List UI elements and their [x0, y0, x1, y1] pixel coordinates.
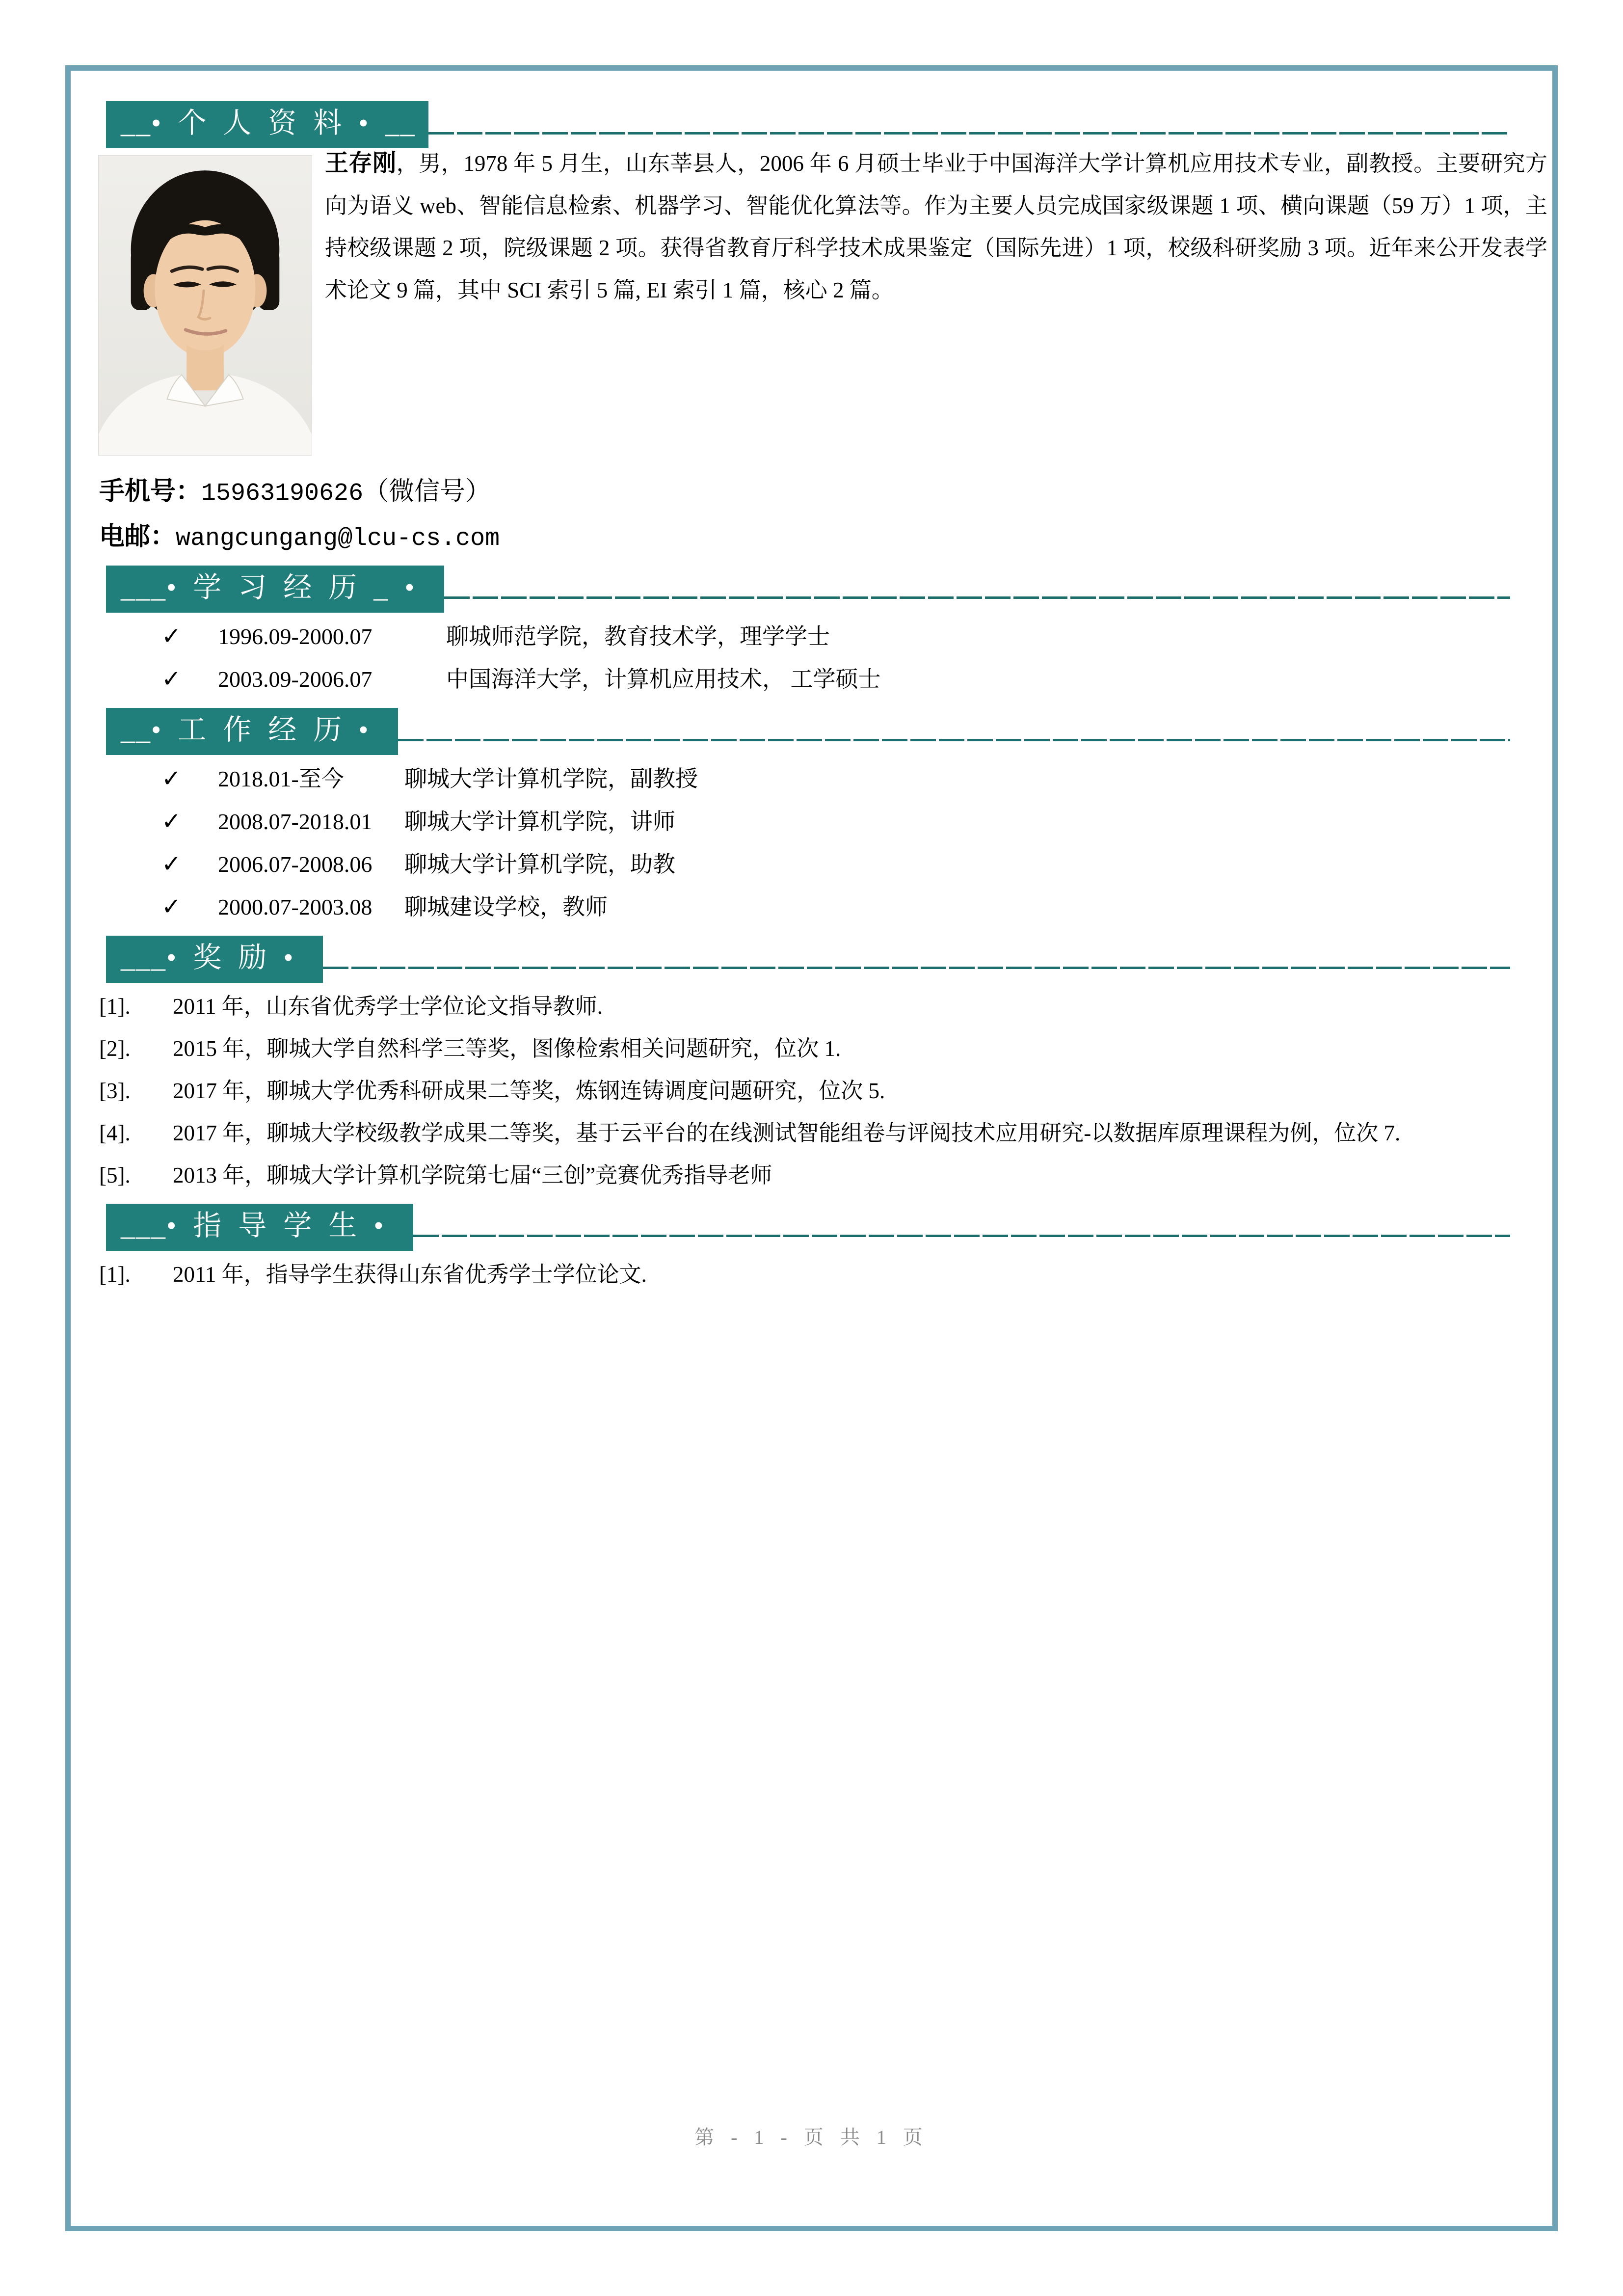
- header-rule: [428, 132, 1510, 135]
- work-list: [71, 765, 1552, 921]
- header-rule: [398, 739, 1510, 741]
- students-header-bar: [106, 1204, 413, 1251]
- email-value: wangcungang@lcu-cs.com: [176, 525, 500, 553]
- header-rule: [413, 1235, 1510, 1237]
- section-header-education: [106, 566, 1552, 613]
- award-index: [2].: [99, 1036, 131, 1061]
- students-header-title: •指导学生•: [166, 1210, 400, 1242]
- education-period: 2003.09-2006.07: [218, 667, 372, 692]
- work-period: 2000.07-2003.08: [218, 894, 372, 919]
- award-text: 2015 年，聊城大学自然科学三等奖，图像检索相关问题研究，位次 1.: [173, 1036, 841, 1061]
- award-index: [4].: [99, 1121, 131, 1145]
- header-underscore-prefix: ___: [121, 1210, 166, 1242]
- students-list: [71, 1261, 1552, 1288]
- header-rule: [444, 596, 1510, 599]
- education-header-bar: [106, 566, 444, 613]
- header-rule: [323, 967, 1510, 969]
- header-underscore-prefix: __: [121, 107, 151, 139]
- work-header-bar: [106, 708, 398, 755]
- header-underscore-prefix: ___: [121, 571, 166, 603]
- education-list: [71, 622, 1552, 693]
- awards-header-title: •奖励•: [166, 942, 310, 973]
- phone-value: 15963190626: [201, 480, 364, 508]
- intro-paragraph: [325, 142, 1547, 456]
- education-header-title: •学习经历_•: [166, 571, 431, 603]
- phone-row: [99, 470, 1552, 515]
- award-item: [71, 993, 1552, 1020]
- education-row: [71, 665, 1552, 693]
- award-text: 2017 年，聊城大学优秀科研成果二等奖，炼钢连铸调度问题研究，位次 5.: [173, 1079, 885, 1103]
- work-detail: 聊城大学计算机学院，助教: [404, 852, 675, 877]
- student-text: 2011 年，指导学生获得山东省优秀学士学位论文.: [173, 1262, 647, 1287]
- email-row: [99, 515, 1552, 561]
- education-period: 1996.09-2000.07: [218, 624, 372, 649]
- contact-block: [99, 470, 1552, 561]
- award-text: 2013 年，聊城大学计算机学院第七届“三创”竞赛优秀指导老师: [173, 1163, 772, 1188]
- awards-list: [71, 993, 1552, 1189]
- student-index: [1].: [99, 1262, 131, 1287]
- checkmark-icon: ✓: [161, 893, 182, 920]
- header-underscore-prefix: __: [121, 714, 151, 746]
- award-index: [3].: [99, 1079, 131, 1103]
- phone-note: （微信号）: [363, 478, 491, 506]
- portrait-photo: [98, 155, 312, 456]
- email-label: 电邮：: [99, 523, 176, 551]
- portrait-photo-illustration: [99, 156, 312, 455]
- work-detail: 聊城建设学校，教师: [404, 894, 608, 919]
- award-item: [71, 1119, 1552, 1147]
- checkmark-icon: ✓: [161, 850, 182, 878]
- work-detail: 聊城大学计算机学院，讲师: [404, 809, 675, 834]
- profile-header-title: •个人资料•: [151, 107, 385, 139]
- intro-text: ，男，1978 年 5 月生，山东莘县人，2006 年 6 月硕士毕业于中国海洋大学计算机应用技术专业，副教授。主要研究方向为语义 web、智能信息检索、机器学习、智能优化算法等。作为主要人员完成国家级课题 1 项、横向课题（59 万）1 项，主持校级课题 2 项，院级课题 2 项。获得省教育厅科学技术成果鉴定（国际先进）1 项，校级科研奖励 3 项。近年来公开发表学术论文 9 篇，其中 SCI 索引 5 篇, EI 索引 1 篇，核心 2 篇。: [325, 151, 1547, 302]
- awards-header-bar: [106, 936, 323, 983]
- award-item: [71, 1035, 1552, 1062]
- education-detail: 中国海洋大学，计算机应用技术， 工学硕士: [446, 667, 881, 692]
- section-header-awards: [106, 936, 1552, 983]
- section-header-students: [106, 1204, 1552, 1251]
- header-underscore-prefix: ___: [121, 942, 166, 973]
- award-index: [5].: [99, 1163, 131, 1188]
- profile-header-bar: [106, 101, 428, 148]
- work-row: [71, 765, 1552, 793]
- award-text: 2017 年，聊城大学校级教学成果二等奖，基于云平台的在线测试智能组卷与评阅技术应用研究-以数据库原理课程为例，位次 7.: [173, 1121, 1401, 1145]
- work-header-title: •工作经历•: [151, 714, 385, 746]
- section-header-profile: [106, 101, 1552, 148]
- award-item: [71, 1162, 1552, 1189]
- work-period: 2018.01-至今: [218, 766, 344, 791]
- work-row: [71, 850, 1552, 878]
- profile-row: [71, 150, 1552, 456]
- section-header-work: [106, 708, 1552, 755]
- checkmark-icon: ✓: [161, 808, 182, 835]
- student-item: [71, 1261, 1552, 1288]
- checkmark-icon: ✓: [161, 622, 182, 650]
- award-item: [71, 1077, 1552, 1105]
- work-period: 2008.07-2018.01: [218, 809, 372, 834]
- phone-label: 手机号：: [99, 478, 202, 506]
- education-detail: 聊城师范学院，教育技术学，理学学士: [446, 624, 830, 649]
- person-name: 王存刚: [325, 150, 397, 176]
- work-row: [71, 808, 1552, 836]
- checkmark-icon: ✓: [161, 765, 182, 792]
- education-row: [71, 622, 1552, 650]
- checkmark-icon: ✓: [161, 665, 182, 693]
- award-text: 2011 年，山东省优秀学士学位论文指导教师.: [173, 994, 603, 1019]
- page-footer: 第 - 1 - 页 共 1 页: [694, 2126, 929, 2148]
- document-content: [71, 71, 1552, 1303]
- work-period: 2006.07-2008.06: [218, 852, 372, 877]
- work-detail: 聊城大学计算机学院，副教授: [404, 766, 698, 791]
- work-row: [71, 893, 1552, 921]
- award-index: [1].: [99, 994, 131, 1019]
- header-underscore-suffix: __: [385, 107, 416, 139]
